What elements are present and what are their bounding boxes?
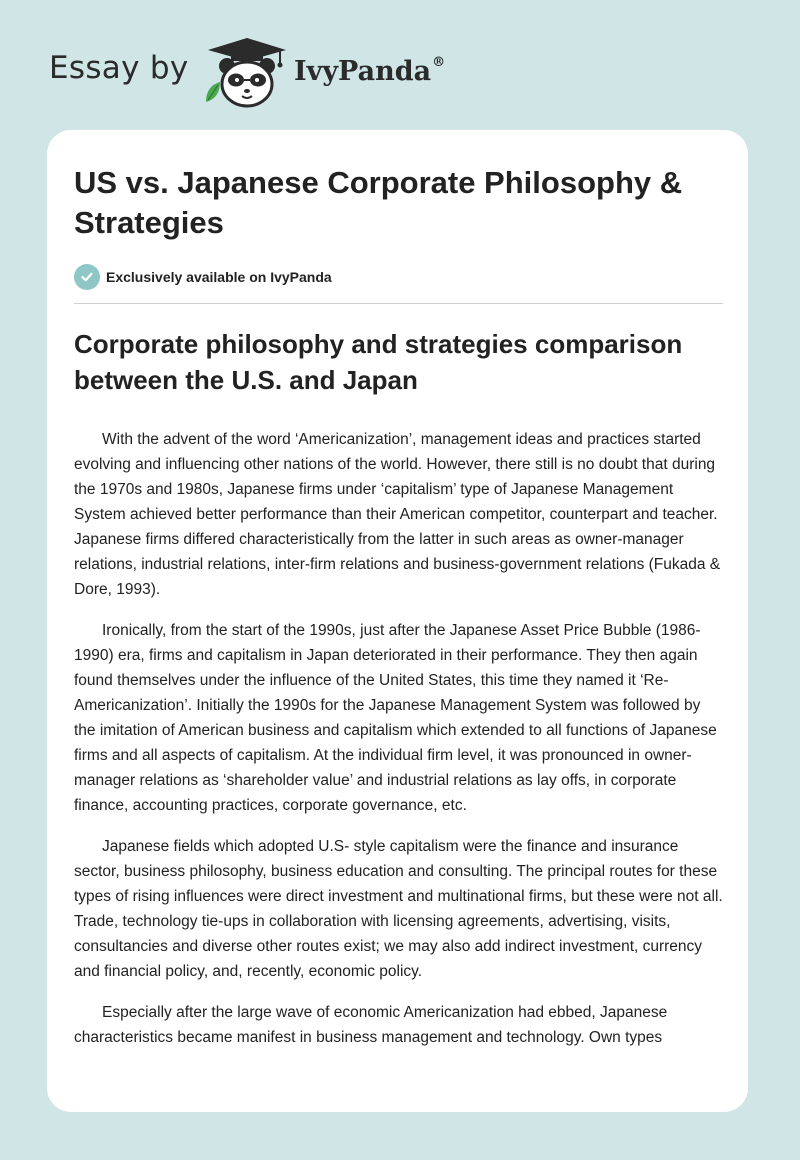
- brand-name[interactable]: IvyPanda®: [294, 55, 446, 87]
- registered-mark: ®: [432, 55, 446, 70]
- check-icon: [74, 264, 100, 290]
- site-header: [0, 0, 800, 125]
- paragraph: Ironically, from the start of the 1990s, just after the Japanese Asset Price Bubble (1986-1990) era, firms and capitalism in Japan deteriorated in their performance. They then again found themselves under the influence of the United States, this time they named it ‘Re-Americanization’. Initially the 1990s for the Japanese Management System was followed by the imitation of American business and capitalism which extended to all functions of Japanese firms and all aspects of capitalism. At the individual firm level, it was pronounced in owner-manager relations as ‘shareholder value’ and industrial relations as lay offs, in corporate finance, accounting practices, corporate governance, etc.: [74, 622, 717, 814]
- section-heading: Corporate philosophy and strategies comparison between the U.S. and Japan: [74, 329, 683, 395]
- essay-title: US vs. Japanese Corporate Philosophy & Strategies: [74, 165, 683, 240]
- divider: [74, 303, 723, 304]
- essay-by-label: Essay by: [49, 50, 189, 86]
- essay-card: [47, 130, 748, 1112]
- panda-graduate-logo-icon[interactable]: [200, 36, 294, 110]
- exclusive-badge: [74, 264, 332, 290]
- paragraph: Japanese fields which adopted U.S- style capitalism were the finance and insurance sector, business philosophy, business education and consulting. The principal routes for these types of rising influences were direct investment and multinational firms, but these were not all. Trade, technology tie-ups in collaboration with licensing agreements, advertising, visits, consultancies and diverse other routes exist; we may also add indirect investment, currency and financial policy, and, recently, economic policy.: [74, 838, 723, 980]
- essay-body: [74, 427, 725, 1066]
- paragraph: Especially after the large wave of economic Americanization had ebbed, Japanese characteristics became manifest in business management and technology. Own types: [74, 1004, 668, 1046]
- exclusive-label: Exclusively available on IvyPanda: [106, 269, 332, 285]
- paragraph: With the advent of the word ‘Americanization’, management ideas and practices started evolving and influencing other nations of the world. However, there still is no doubt that during the 1970s and 1980s, Japanese firms under ‘capitalism’ type of Japanese Management System achieved better performance than their American competitor, counterpart and teacher. Japanese firms differed characteristically from the latter in such areas as owner-manager relations, industrial relations, inter-firm relations and business-government relations (Fukada & Dore, 1993).: [74, 431, 721, 598]
